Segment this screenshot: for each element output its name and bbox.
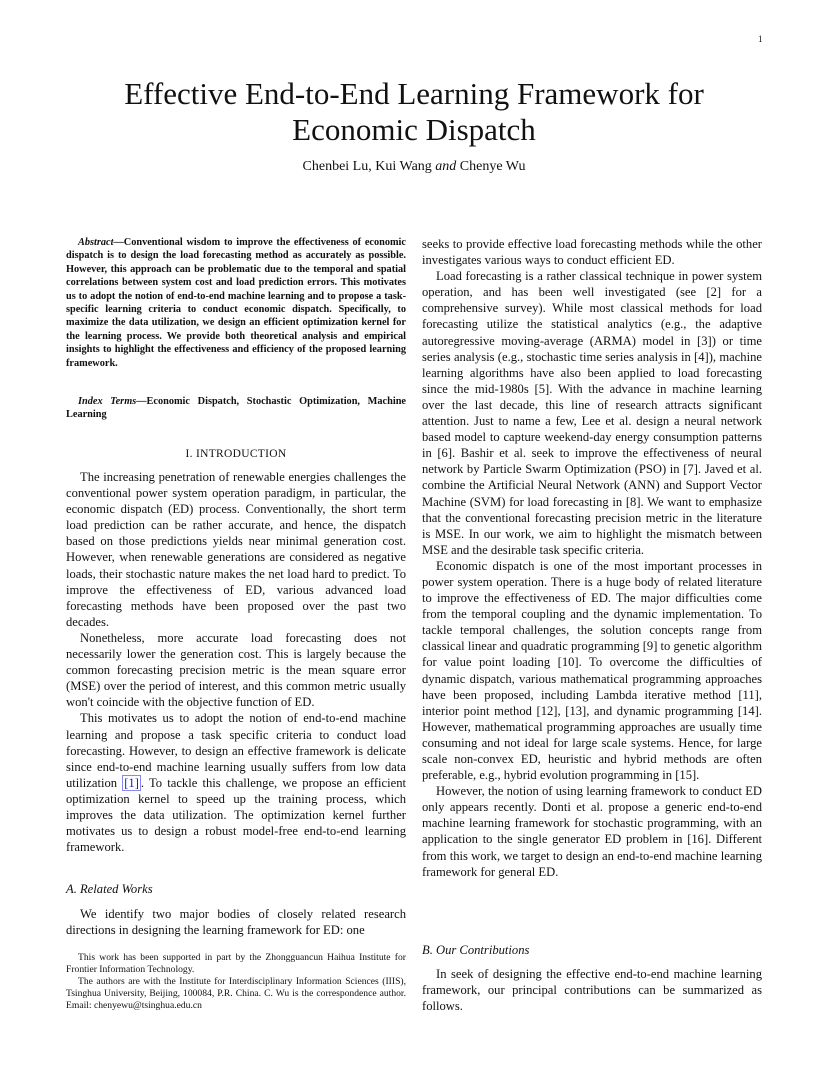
related-paragraph-1-cont: seeks to provide effective load forecasting methods while the other investigates various ways to conduct efficient ED. <box>422 237 762 268</box>
abstract-block <box>66 236 406 370</box>
related-works-body <box>66 906 406 938</box>
authors-first: Chenbei Lu, Kui Wang <box>302 159 432 174</box>
abstract-label: Abstract <box>78 237 114 248</box>
contributions-paragraph-1: In seek of designing the effective end-to-end machine learning framework, our principal contributions can be summarized as follows. <box>422 967 762 1014</box>
economic-dispatch-paragraph: Economic dispatch is one of the most important processes in power system operation. There is a huge body of related literature to improve the effectiveness of ED. The major difficulties come from the temporal coupling and the dynamic implementation. To tackle temporal challenges, the solution concepts range from classical linear and quadratic programming [9] to genetic algorithm for value point loading [10]. To overcome the difficulties of dynamic dispatch, various mathematical programming approaches have been proposed, including Lambda iterative method [11], interior point method [12], [13], and dynamic programming [14]. However, mathematical programming approaches are usually time consuming and not ideal for large scale systems. Hence, for large scale non-convex ED, heuristic and hybrid methods are often preferable, e.g., hybrid evolution programming in [15]. <box>422 558 762 783</box>
related-paragraph-1: We identify two major bodies of closely related research directions in designing the learning framework for ED: one <box>66 907 406 938</box>
abstract-text: —Conventional wisdom to improve the effectiveness of economic dispatch is to design the load forecasting method as accurately as possible. However, this approach can be problematic due to the temporal and spatial correlations between system cost and load prediction errors. This motivates us to adopt the notion of end-to-end machine learning and to propose a task-specific learning criteria to conduct economic dispatch. Specifically, to maximize the data utilization, we design an efficient optimization kernel for the learning process. We provide both theoretical analysis and empirical insights to highlight the effectiveness and efficiency of the proposed learning framework. <box>66 237 406 369</box>
footnotes <box>66 952 406 1012</box>
intro-paragraph-3-text: This motivates us to adopt the notion of end-to-end machine learning and propose a task specific criteria to conduct load forecasting. However, to design an effective framework is delicate since end-to-end machine learning usually suffers from low data utilization <box>66 711 406 790</box>
citation-link[interactable]: [1] <box>124 775 139 790</box>
introduction-body <box>66 469 406 855</box>
contributions-body <box>422 966 762 1014</box>
learning-ed-paragraph: However, the notion of using learning framework to conduct ED only appears recently. Donti et al. propose a generic end-to-end machine learning framework for stochastic programming, with an application to the single generator ED problem in [16]. Different from this work, we target to design an end-to-end machine learning framework for general ED. <box>422 784 762 879</box>
load-forecasting-paragraph: Load forecasting is a rather classical technique in power system operation, and has been well investigated (see [2] for a comprehensive survey). While most classical methods for load forecasting utilize the statistical analytics (e.g., the adaptive autoregressive moving-average (ARMA) model in [3]) or time series analysis (e.g., stochastic time series analysis in [4]), machine learning algorithms have also been applied to load forecasting since the mid-1980s [5]. With the advance in machine learning over the last decade, this line of research attracts significant attention. Just to name a few, Lee et al. design a neural network based model to capture weekend-day energy consumption patterns in [6]. Bashir et al. seek to improve the effectiveness of neural network by Particle Swarm Optimization (PSO) in [7]. Javed et al. combine the Artificial Neural Network (ANN) and Support Vector Machine (SVM) for load forecasting in [8]. We want to emphasize that the conventional forecasting precision metric in the literature is MSE. In our work, we aim to highlight the mismatch between MSE and the desirable task specific criteria. <box>422 269 762 557</box>
paper-title: Effective End-to-End Learning Framework for Economic Dispatch <box>124 76 704 147</box>
author-list <box>60 159 768 175</box>
index-terms-text: —Economic Dispatch, Stochastic Optimization, Machine Learning <box>66 396 406 421</box>
subsection-heading-contributions: B. Our Contributions <box>422 943 530 957</box>
section-heading-introduction: I. INTRODUCTION <box>185 448 287 460</box>
footnote-affiliation: The authors are with the Institute for Interdisciplinary Information Sciences (IIIS), Tsinghua University, Beijing, 100084, P.R. China. C. Wu is the correspondence author. Email: chenyewu@tsinghua.edu.cn <box>66 976 406 1011</box>
authors-conjunction: and <box>435 159 457 174</box>
right-column-body <box>422 236 762 880</box>
footnote-funding: This work has been supported in part by the Zhongguancun Haihua Institute for Frontier Information Technology. <box>66 952 406 975</box>
index-terms-block <box>66 395 406 422</box>
subsection-heading-related-works: A. Related Works <box>66 882 153 896</box>
intro-paragraph-3 <box>66 710 406 855</box>
intro-paragraph-2: Nonetheless, more accurate load forecasting does not necessarily lower the generation cost. This is largely because the common forecasting precision metric is the mean square error (MSE) over the period of interest, and this common metric usually won't coincide with the objective function of ED. <box>66 630 406 710</box>
page-number: 1 <box>758 34 763 44</box>
intro-paragraph-1: The increasing penetration of renewable energies challenges the conventional power system operation paradigm, in particular, the economic dispatch (ED) process. Conventionally, the short term load prediction can be rather accurate, and hence, the dispatch based on those predictions yields near minimal generation cost. However, when renewable generations are considered as negative loads, their stochastic nature makes the net load hard to predict. To improve the effectiveness of ED, various advanced load forecasting methods have been proposed over the past two decades. <box>66 470 406 629</box>
intro-paragraph-3-text-cont: . To tackle this challenge, we propose an efficient optimization kernel to speed up the training process, which improves the data utilization. The optimization kernel further motivates us to design a robust model-free end-to-end learning framework. <box>66 775 406 855</box>
index-terms-label: Index Terms <box>78 396 137 407</box>
authors-last: Chenye Wu <box>459 159 526 174</box>
